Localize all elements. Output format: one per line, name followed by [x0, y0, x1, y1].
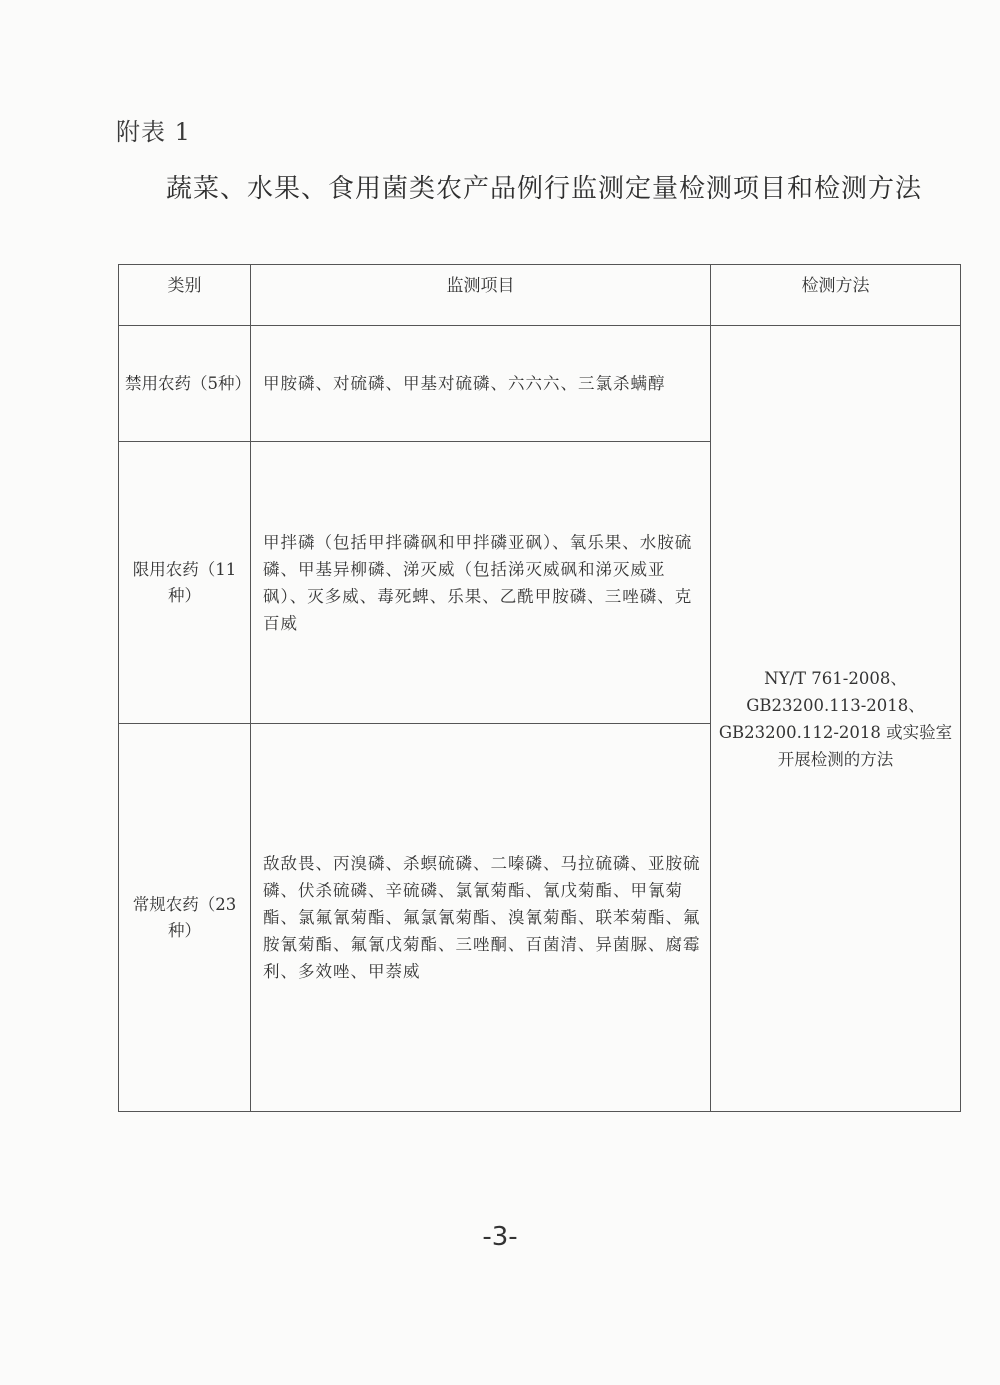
column-header-category: 类别 — [119, 265, 251, 326]
column-header-items: 监测项目 — [251, 265, 711, 326]
annex-label: 附表 1 — [116, 118, 191, 146]
items-cell: 敌敌畏、丙溴磷、杀螟硫磷、二嗪磷、马拉硫磷、亚胺硫磷、伏杀硫磷、辛硫磷、氯氰菊酯、氰戊菊酯、甲氰菊酯、氯氟氰菊酯、氟氯氰菊酯、溴氰菊酯、联苯菊酯、氟胺氰菊酯、氟氰戊菊酯、三唑酮、百菌清、异菌脲、腐霉利、多效唑、甲萘威 — [251, 724, 711, 1112]
method-cell: NY/T 761-2008、GB23200.113-2018、GB23200.112-2018 或实验室开展检测的方法 — [711, 326, 961, 1112]
table-row — [119, 326, 961, 442]
monitoring-table — [118, 264, 961, 1112]
category-cell: 常规农药（23种） — [119, 724, 251, 1112]
column-header-method: 检测方法 — [711, 265, 961, 326]
category-cell: 禁用农药（5种） — [119, 326, 251, 442]
items-cell: 甲拌磷（包括甲拌磷砜和甲拌磷亚砜）、氧乐果、水胺硫磷、甲基异柳磷、涕灭威（包括涕灭威砜和涕灭威亚砜）、灭多威、毒死蜱、乐果、乙酰甲胺磷、三唑磷、克百威 — [251, 442, 711, 724]
category-cell: 限用农药（11种） — [119, 442, 251, 724]
items-cell: 甲胺磷、对硫磷、甲基对硫磷、六六六、三氯杀螨醇 — [251, 326, 711, 442]
table-header-row — [119, 265, 961, 326]
page-number: -3- — [482, 1222, 518, 1252]
document-title: 蔬菜、水果、食用菌类农产品例行监测定量检测项目和检测方法 — [166, 174, 923, 204]
